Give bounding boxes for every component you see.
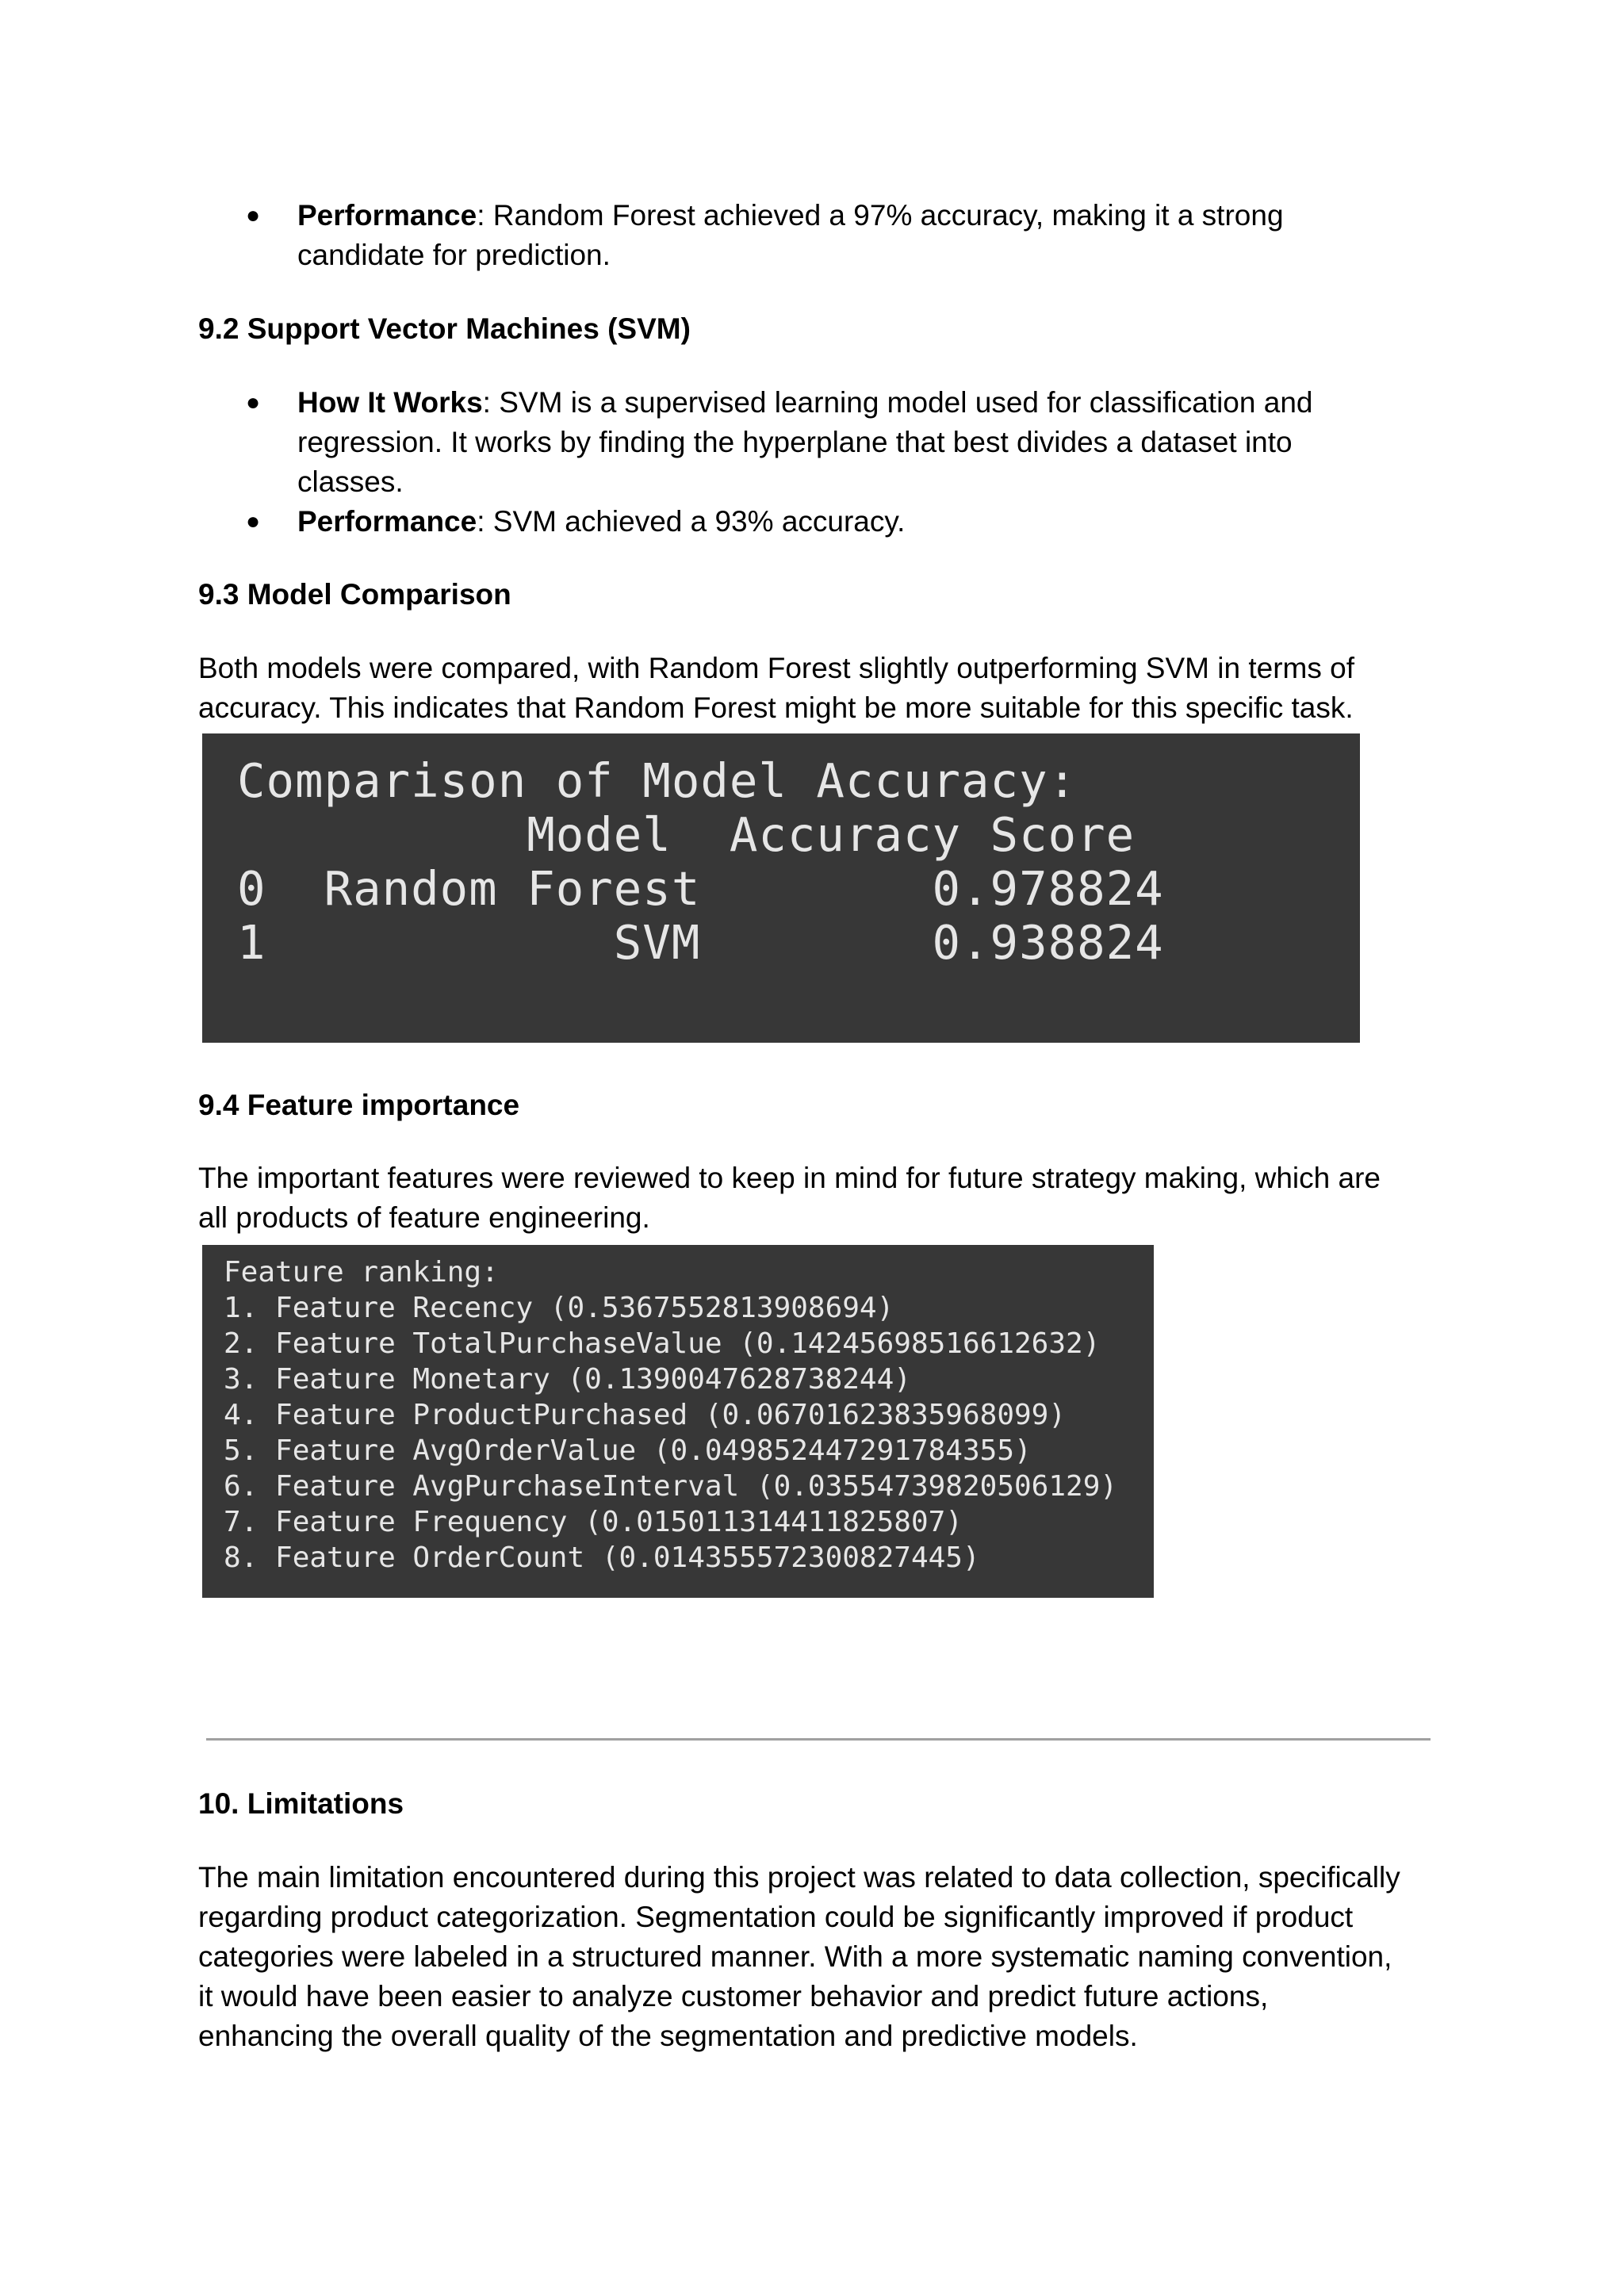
accuracy-output-title: Comparison of Model Accuracy: bbox=[237, 753, 1078, 808]
svm-how-text-2: regression. It works by finding the hyperplane that best divides a dataset into bbox=[297, 426, 1293, 458]
feature-paragraph-line1: The important features were reviewed to keep in mind for future strategy making, which are bbox=[198, 1162, 1381, 1194]
comparison-heading: 9.3 Model Comparison bbox=[198, 578, 511, 611]
comparison-paragraph-line2: accuracy. This indicates that Random Forest might be more suitable for this specific task. bbox=[198, 691, 1354, 724]
svm-performance-label: Performance bbox=[297, 505, 477, 538]
limitations-paragraph-line: The main limitation encountered during this project was related to data collection, specifically bbox=[198, 1861, 1400, 1894]
accuracy-output-row-svm: 1 SVM 0.938824 bbox=[237, 915, 1164, 970]
accuracy-output-screenshot bbox=[202, 733, 1360, 1043]
svm-how-label: How It Works bbox=[297, 386, 483, 419]
feature-ranking-line: 1. Feature Recency (0.5367552813908694) bbox=[224, 1292, 894, 1324]
feature-ranking-line: 3. Feature Monetary (0.1390047628738244) bbox=[224, 1363, 911, 1396]
feature-ranking-line: 2. Feature TotalPurchaseValue (0.14245698516612632) bbox=[224, 1327, 1101, 1360]
bullet-icon: ● bbox=[246, 202, 261, 228]
feature-ranking-line: 6. Feature AvgPurchaseInterval (0.03554739820506129) bbox=[224, 1470, 1118, 1503]
limitations-paragraph-line: enhancing the overall quality of the segmentation and predictive models. bbox=[198, 2020, 1138, 2052]
svm-how-text-3: classes. bbox=[297, 465, 404, 498]
feature-ranking-line: 4. Feature ProductPurchased (0.06701623835968099) bbox=[224, 1399, 1067, 1431]
accuracy-output-row-rf: 0 Random Forest 0.978824 bbox=[237, 861, 1164, 916]
rf-performance-text-cont: candidate for prediction. bbox=[297, 239, 611, 271]
comparison-paragraph-line1: Both models were compared, with Random Forest slightly outperforming SVM in terms of bbox=[198, 652, 1354, 684]
feature-ranking-screenshot bbox=[202, 1245, 1154, 1598]
bullet-icon: ● bbox=[246, 389, 261, 416]
rf-performance-text: : Random Forest achieved a 97% accuracy, making it a strong bbox=[477, 199, 1284, 232]
feature-ranking-title: Feature ranking: bbox=[224, 1256, 499, 1289]
feature-ranking-line: 8. Feature OrderCount (0.014355572300827445) bbox=[224, 1541, 980, 1574]
limitations-paragraph-line: categories were labeled in a structured manner. With a more systematic naming convention, bbox=[198, 1940, 1392, 1973]
bullet-icon: ● bbox=[246, 508, 261, 534]
accuracy-output-header: Model Accuracy Score bbox=[237, 807, 1136, 862]
svm-heading: 9.2 Support Vector Machines (SVM) bbox=[198, 312, 691, 345]
feature-heading: 9.4 Feature importance bbox=[198, 1089, 520, 1121]
svm-performance-bullet bbox=[198, 502, 1435, 542]
limitations-paragraph-line: it would have been easier to analyze customer behavior and predict future actions, bbox=[198, 1980, 1269, 2013]
feature-ranking-line: 5. Feature AvgOrderValue (0.049852447291784355) bbox=[224, 1434, 1032, 1467]
svm-performance-text: : SVM achieved a 93% accuracy. bbox=[477, 505, 906, 538]
svm-how-text: : SVM is a supervised learning model used for classification and bbox=[482, 386, 1313, 419]
limitations-paragraph-line: regarding product categorization. Segmentation could be significantly improved if product bbox=[198, 1901, 1354, 1933]
rf-performance-label: Performance bbox=[297, 199, 477, 232]
feature-paragraph-line2: all products of feature engineering. bbox=[198, 1201, 650, 1234]
limitations-heading: 10. Limitations bbox=[198, 1787, 404, 1820]
svm-how-bullet bbox=[198, 383, 1435, 502]
feature-ranking-line: 7. Feature Frequency (0.015011314411825807) bbox=[224, 1506, 963, 1538]
section-divider bbox=[206, 1738, 1431, 1741]
rf-performance-bullet bbox=[198, 196, 1435, 275]
